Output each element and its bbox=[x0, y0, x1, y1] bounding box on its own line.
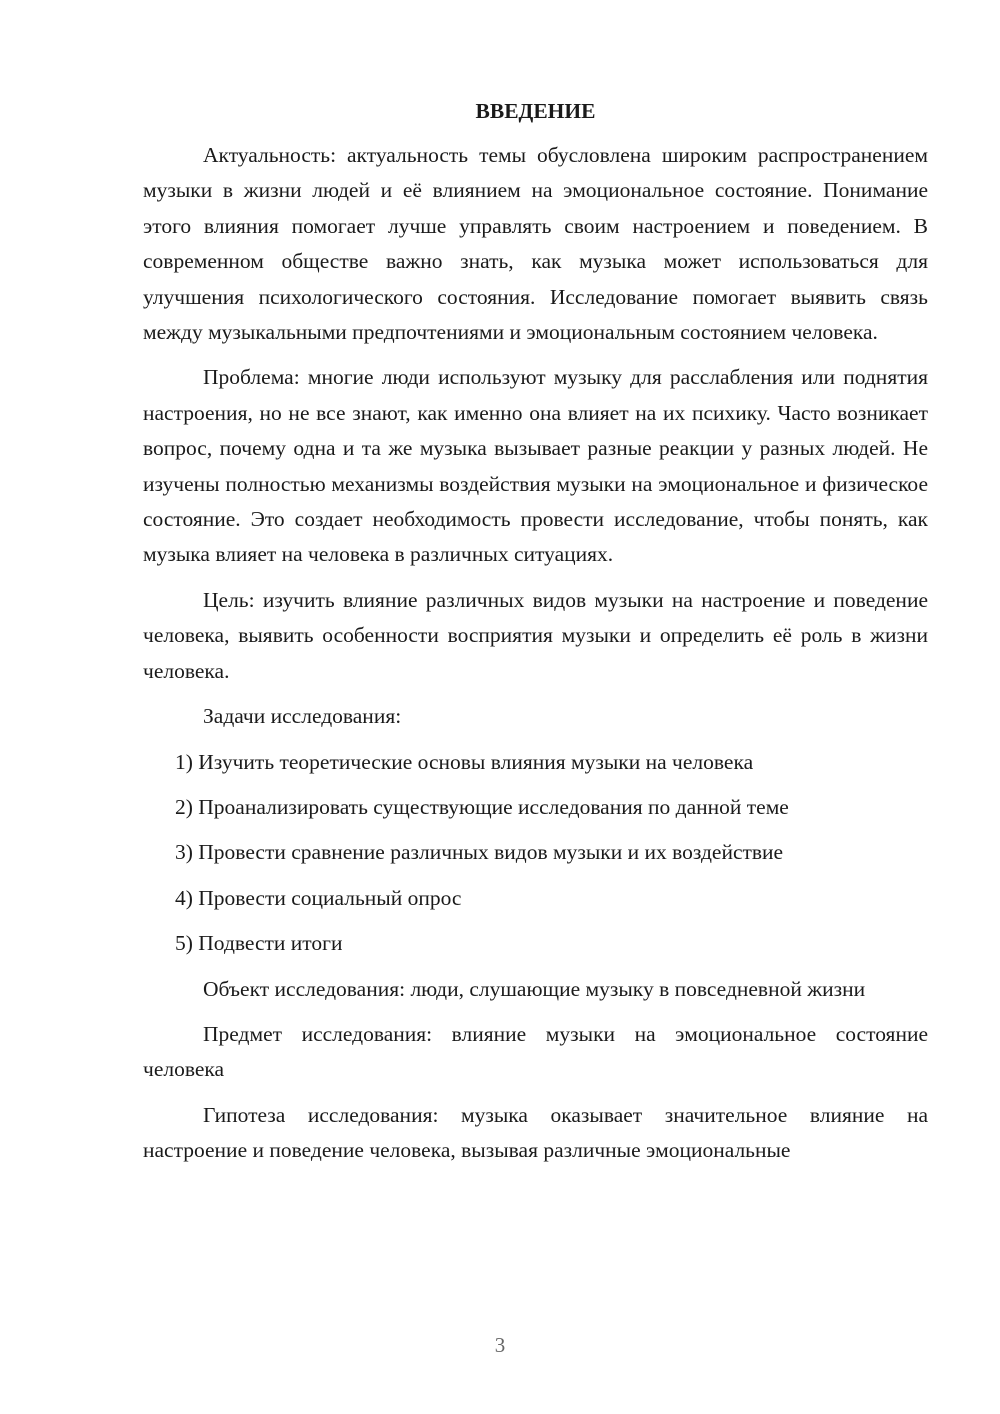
task-item-2: 2) Проанализировать существующие исследования по данной теме bbox=[175, 794, 789, 819]
page-number: 3 bbox=[494, 1333, 506, 1357]
tasks-label: Задачи исследования: bbox=[203, 704, 402, 729]
task-item-4: 4) Провести социальный опрос bbox=[175, 885, 462, 910]
page-title: ВВЕДЕНИЕ bbox=[475, 99, 596, 123]
task-item-3: 3) Провести сравнение различных видов музыки и их воздействие bbox=[175, 840, 784, 865]
paragraph-relevance: Актуальность: актуальность темы обусловлена широким распространением музыки в жизни людей и её влиянием на эмоциональное состояние. Понимание этого влияния помогает лучше управлять своим настроением и поведением. В современном обществе важно знать, как музыка может использоваться для улучшения психологического состояния. Исследование помогает выявить связь между музыкальными предпочтениями и эмоциональным состоянием человека. bbox=[143, 143, 928, 345]
paragraph-problem: Проблема: многие люди используют музыку для расслабления или поднятия настроения, но не все знают, как именно она влияет на их психику. Часто возникает вопрос, почему одна и та же музыка вызывает разные реакции у разных людей. Не изучены полностью механизмы воздействия музыки на эмоциональное и физическое состояние. Это создает необходимость провести исследование, чтобы понять, как музыка влияет на человека в различных ситуациях. bbox=[143, 365, 928, 567]
task-item-5: 5) Подвести итоги bbox=[175, 931, 343, 956]
task-item-1: 1) Изучить теоретические основы влияния музыки на человека bbox=[175, 749, 754, 774]
paragraph-subject: Предмет исследования: влияние музыки на эмоциональное состояние человека bbox=[143, 1021, 928, 1082]
document-page bbox=[143, 96, 928, 1169]
paragraph-hypothesis: Гипотеза исследования: музыка оказывает значительное влияние на настроение и поведение человека, вызывая различные эмоциональные bbox=[143, 1102, 928, 1163]
paragraph-goal: Цель: изучить влияние различных видов музыки на настроение и поведение человека, выявить особенности восприятия музыки и определить её роль в жизни человека. bbox=[143, 587, 928, 683]
paragraph-object: Объект исследования: люди, слушающие музыку в повседневной жизни bbox=[203, 976, 866, 1001]
